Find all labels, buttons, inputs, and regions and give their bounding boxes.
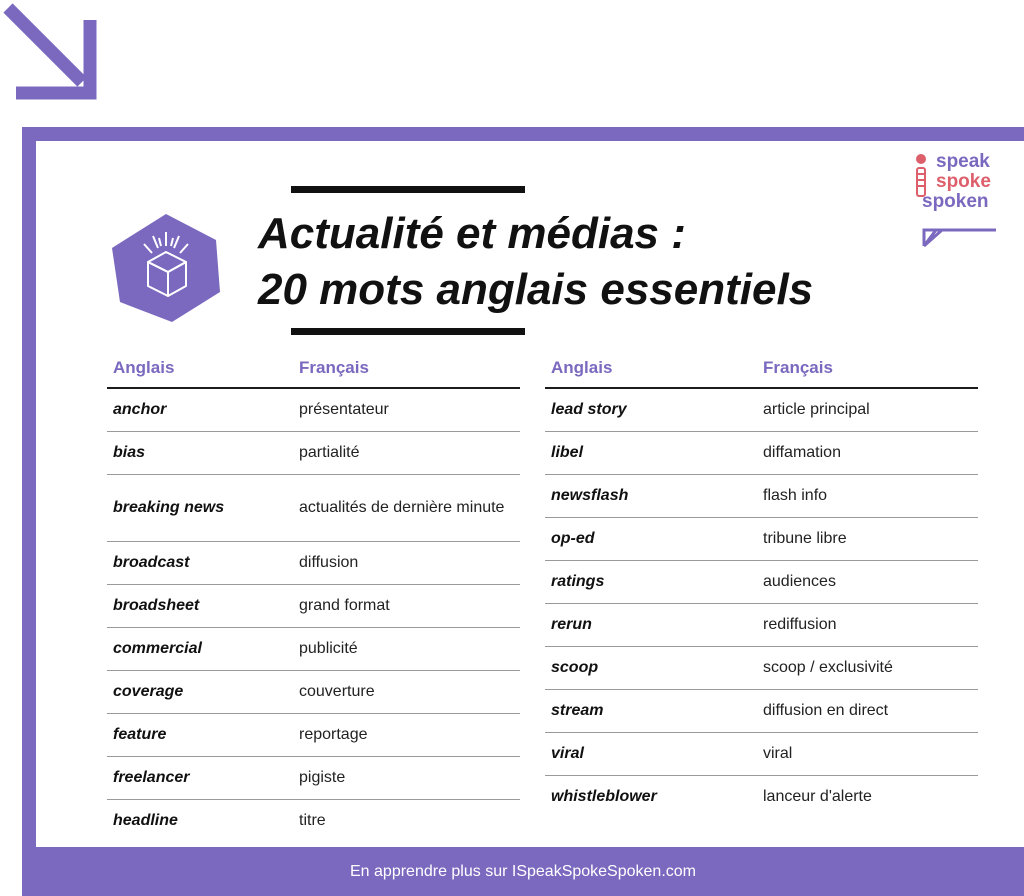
table-row bbox=[107, 671, 520, 714]
english-word: scoop bbox=[545, 647, 757, 690]
english-word: rerun bbox=[545, 604, 757, 647]
english-word: ratings bbox=[545, 561, 757, 604]
french-translation: titre bbox=[299, 812, 326, 829]
footer[interactable] bbox=[22, 848, 1024, 896]
french-translation: flash info bbox=[757, 475, 978, 518]
french-translation: publicité bbox=[293, 628, 520, 671]
french-translation: grand format bbox=[293, 585, 520, 628]
french-translation: reportage bbox=[293, 714, 520, 757]
title-bar-bottom bbox=[291, 328, 525, 335]
english-word: broadcast bbox=[107, 542, 293, 585]
logo[interactable] bbox=[922, 152, 991, 212]
english-word: stream bbox=[545, 690, 757, 733]
english-word: headline bbox=[113, 812, 178, 829]
english-word: lead story bbox=[545, 388, 757, 432]
french-translation: diffusion bbox=[293, 542, 520, 585]
column-header-french: Français bbox=[293, 349, 520, 388]
table-row bbox=[107, 714, 520, 757]
english-word: op-ed bbox=[545, 518, 757, 561]
table-row bbox=[545, 776, 978, 819]
table-row bbox=[545, 690, 978, 733]
french-translation: pigiste bbox=[293, 757, 520, 800]
english-word: anchor bbox=[107, 388, 293, 432]
french-translation: audiences bbox=[757, 561, 978, 604]
english-word: libel bbox=[545, 432, 757, 475]
table-row bbox=[107, 542, 520, 585]
table-row bbox=[545, 432, 978, 475]
french-translation: diffamation bbox=[757, 432, 978, 475]
table-row bbox=[107, 757, 520, 800]
page-title bbox=[258, 206, 958, 318]
table-row bbox=[107, 628, 520, 671]
box-sparkle-icon bbox=[108, 210, 224, 326]
english-word: viral bbox=[545, 733, 757, 776]
french-translation: lanceur d'alerte bbox=[763, 788, 872, 805]
french-translation: viral bbox=[757, 733, 978, 776]
title-line-1: Actualité et médias : bbox=[258, 209, 686, 258]
french-translation: article principal bbox=[757, 388, 978, 432]
logo-spoke: spoke bbox=[936, 171, 991, 192]
logo-spoken: spoken bbox=[922, 191, 989, 212]
table-row bbox=[107, 432, 520, 475]
arrow-down-right-icon bbox=[0, 0, 100, 100]
table-row bbox=[545, 388, 978, 432]
french-translation: couverture bbox=[293, 671, 520, 714]
vocab-table-left bbox=[107, 349, 520, 842]
column-header-english: Anglais bbox=[545, 349, 757, 388]
vocab-table-right bbox=[545, 349, 978, 818]
french-translation: présentateur bbox=[293, 388, 520, 432]
english-word: freelancer bbox=[107, 757, 293, 800]
french-translation: rediffusion bbox=[757, 604, 978, 647]
english-word: coverage bbox=[107, 671, 293, 714]
title-line-2: 20 mots anglais essentiels bbox=[258, 265, 814, 314]
english-word: commercial bbox=[107, 628, 293, 671]
french-translation: scoop / exclusivité bbox=[757, 647, 978, 690]
english-word: newsflash bbox=[545, 475, 757, 518]
table-row bbox=[107, 800, 520, 843]
french-translation: partialité bbox=[293, 432, 520, 475]
table-row bbox=[107, 585, 520, 628]
english-word: whistleblower bbox=[551, 788, 657, 805]
table-row bbox=[545, 647, 978, 690]
table-row bbox=[545, 518, 978, 561]
table-row bbox=[545, 475, 978, 518]
english-word: bias bbox=[107, 432, 293, 475]
french-translation: diffusion en direct bbox=[757, 690, 978, 733]
french-translation: actualités de dernière minute bbox=[293, 475, 520, 542]
english-word: broadsheet bbox=[107, 585, 293, 628]
table-row bbox=[107, 475, 520, 542]
table-row bbox=[107, 388, 520, 432]
table-row bbox=[545, 733, 978, 776]
english-word: feature bbox=[107, 714, 293, 757]
table-row bbox=[545, 561, 978, 604]
table-row bbox=[545, 604, 978, 647]
footer-link[interactable]: En apprendre plus sur ISpeakSpokeSpoken.com bbox=[350, 863, 696, 880]
french-translation: tribune libre bbox=[757, 518, 978, 561]
logo-speak: speak bbox=[936, 151, 990, 172]
column-header-french: Français bbox=[757, 349, 978, 388]
english-word: breaking news bbox=[107, 475, 293, 542]
column-header-english: Anglais bbox=[107, 349, 293, 388]
title-bar-top bbox=[291, 186, 525, 193]
